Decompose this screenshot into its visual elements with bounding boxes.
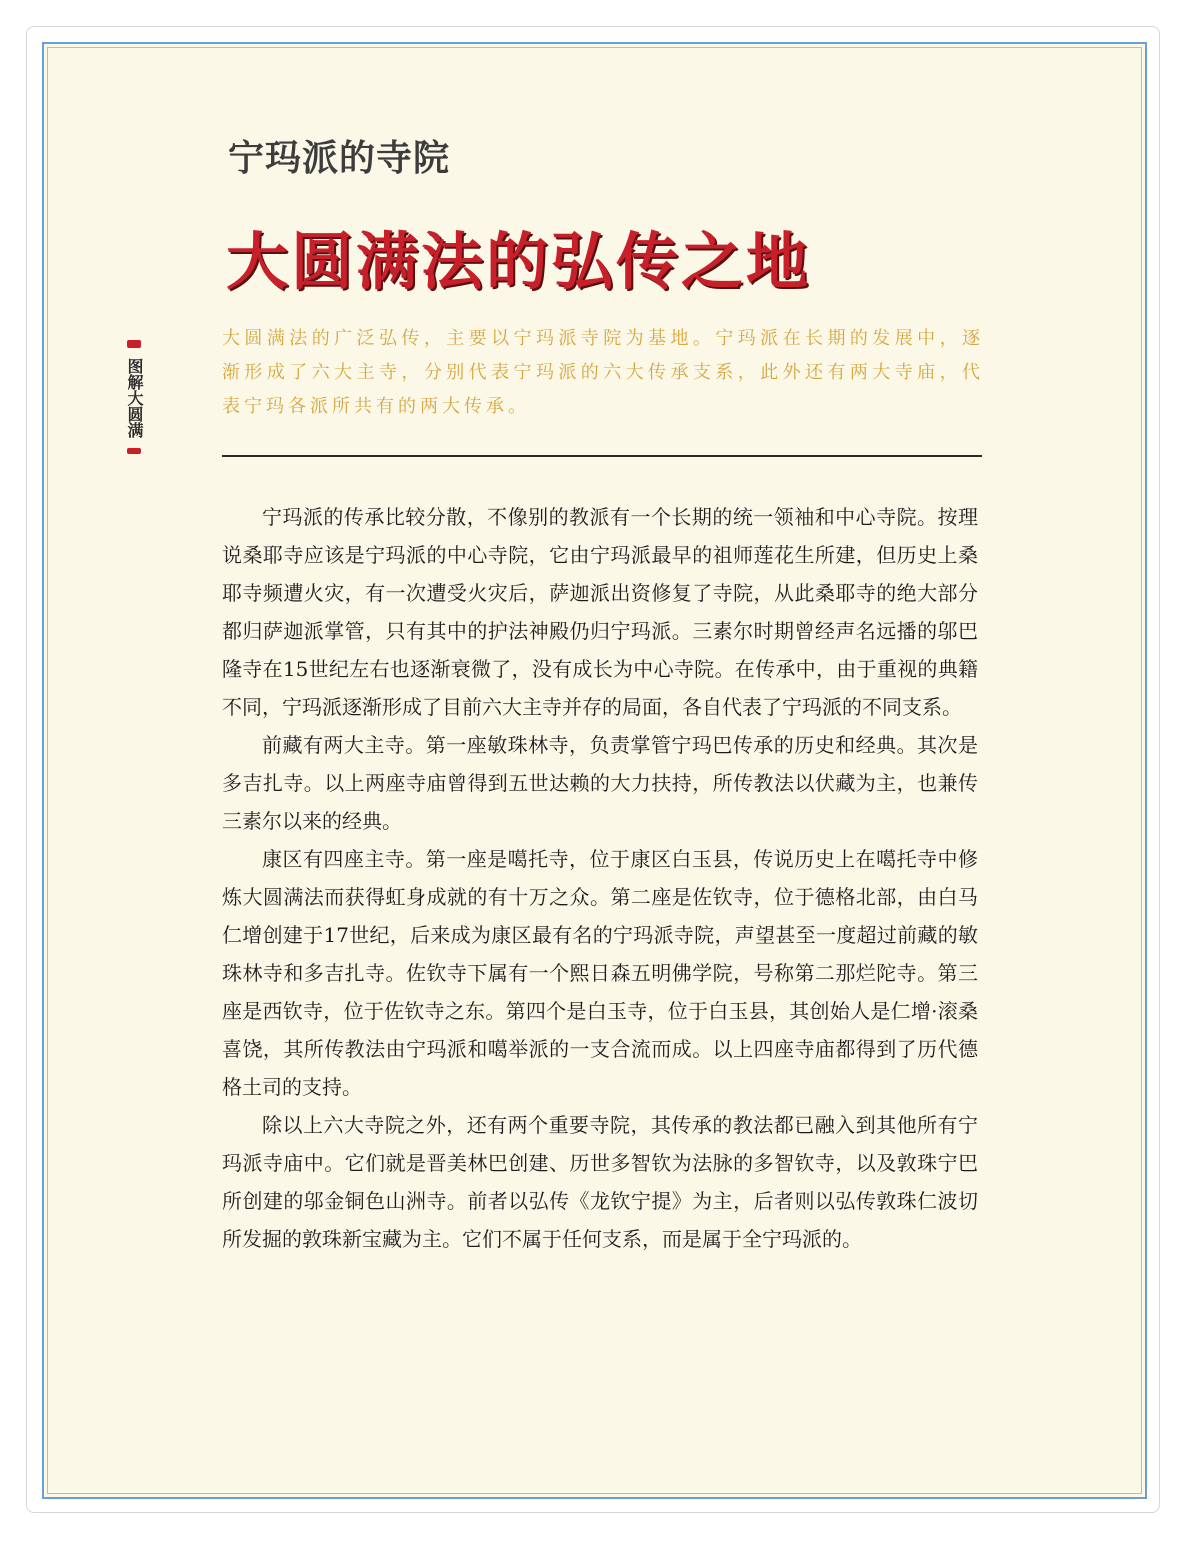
seal-mark-top-icon (127, 340, 141, 348)
body-text (222, 498, 978, 1258)
seal-mark-bottom-icon (127, 448, 141, 454)
side-label-text: 图解大圆满 (125, 358, 144, 438)
body-paragraph-3: 康区有四座主寺。第一座是噶托寺，位于康区白玉县，传说历史上在噶托寺中修炼大圆满法而获得虹身成就的有十万之众。第二座是佐钦寺，位于德格北部，由白马仁增创建于17世纪，后来成为康区最有名的宁玛派寺院，声望甚至一度超过前藏的敏珠林寺和多吉扎寺。佐钦寺下属有一个熙日森五明佛学院，号称第二那烂陀寺。第三座是西钦寺，位于佐钦寺之东。第四个是白玉寺，位于白玉县，其创始人是仁增·滚桑喜饶，其所传教法由宁玛派和噶举派的一支合流而成。以上四座寺庙都得到了历代德格土司的支持。 (222, 847, 978, 1099)
main-title: 大圆满法的弘传之地 (226, 225, 812, 298)
intro-paragraph: 大圆满法的广泛弘传，主要以宁玛派寺院为基地。宁玛派在长期的发展中，逐渐形成了六大主寺，分别代表宁玛派的六大传承支系，此外还有两大寺庙，代表宁玛各派所共有的两大传承。 (222, 328, 984, 417)
side-label (121, 340, 147, 454)
body-paragraph-4: 除以上六大寺院之外，还有两个重要寺院，其传承的教法都已融入到其他所有宁玛派寺庙中。它们就是晋美林巴创建、历世多智钦为法脉的多智钦寺，以及敦珠宁巴所创建的邬金铜色山洲寺。前者以弘传《龙钦宁提》为主，后者则以弘传敦珠仁波切所发掘的敦珠新宝藏为主。它们不属于任何支系，而是属于全宁玛派的。 (222, 1113, 978, 1251)
section-divider (222, 455, 982, 457)
body-paragraph-2: 前藏有两大主寺。第一座敏珠林寺，负责掌管宁玛巴传承的历史和经典。其次是多吉扎寺。以上两座寺庙曾得到五世达赖的大力扶持，所传教法以伏藏为主，也兼传三素尔以来的经典。 (222, 733, 978, 833)
section-title: 宁玛派的寺院 (228, 138, 451, 179)
body-paragraph-1: 宁玛派的传承比较分散，不像别的教派有一个长期的统一领袖和中心寺院。按理说桑耶寺应该是宁玛派的中心寺院，它由宁玛派最早的祖师莲花生所建，但历史上桑耶寺频遭火灾，有一次遭受火灾后，萨迦派出资修复了寺院，从此桑耶寺的绝大部分都归萨迦派掌管，只有其中的护法神殿仍归宁玛派。三素尔时期曾经声名远播的邬巴隆寺在15世纪左右也逐渐衰微了，没有成长为中心寺院。在传承中，由于重视的典籍不同，宁玛派逐渐形成了目前六大主寺并存的局面，各自代表了宁玛派的不同支系。 (222, 505, 978, 719)
